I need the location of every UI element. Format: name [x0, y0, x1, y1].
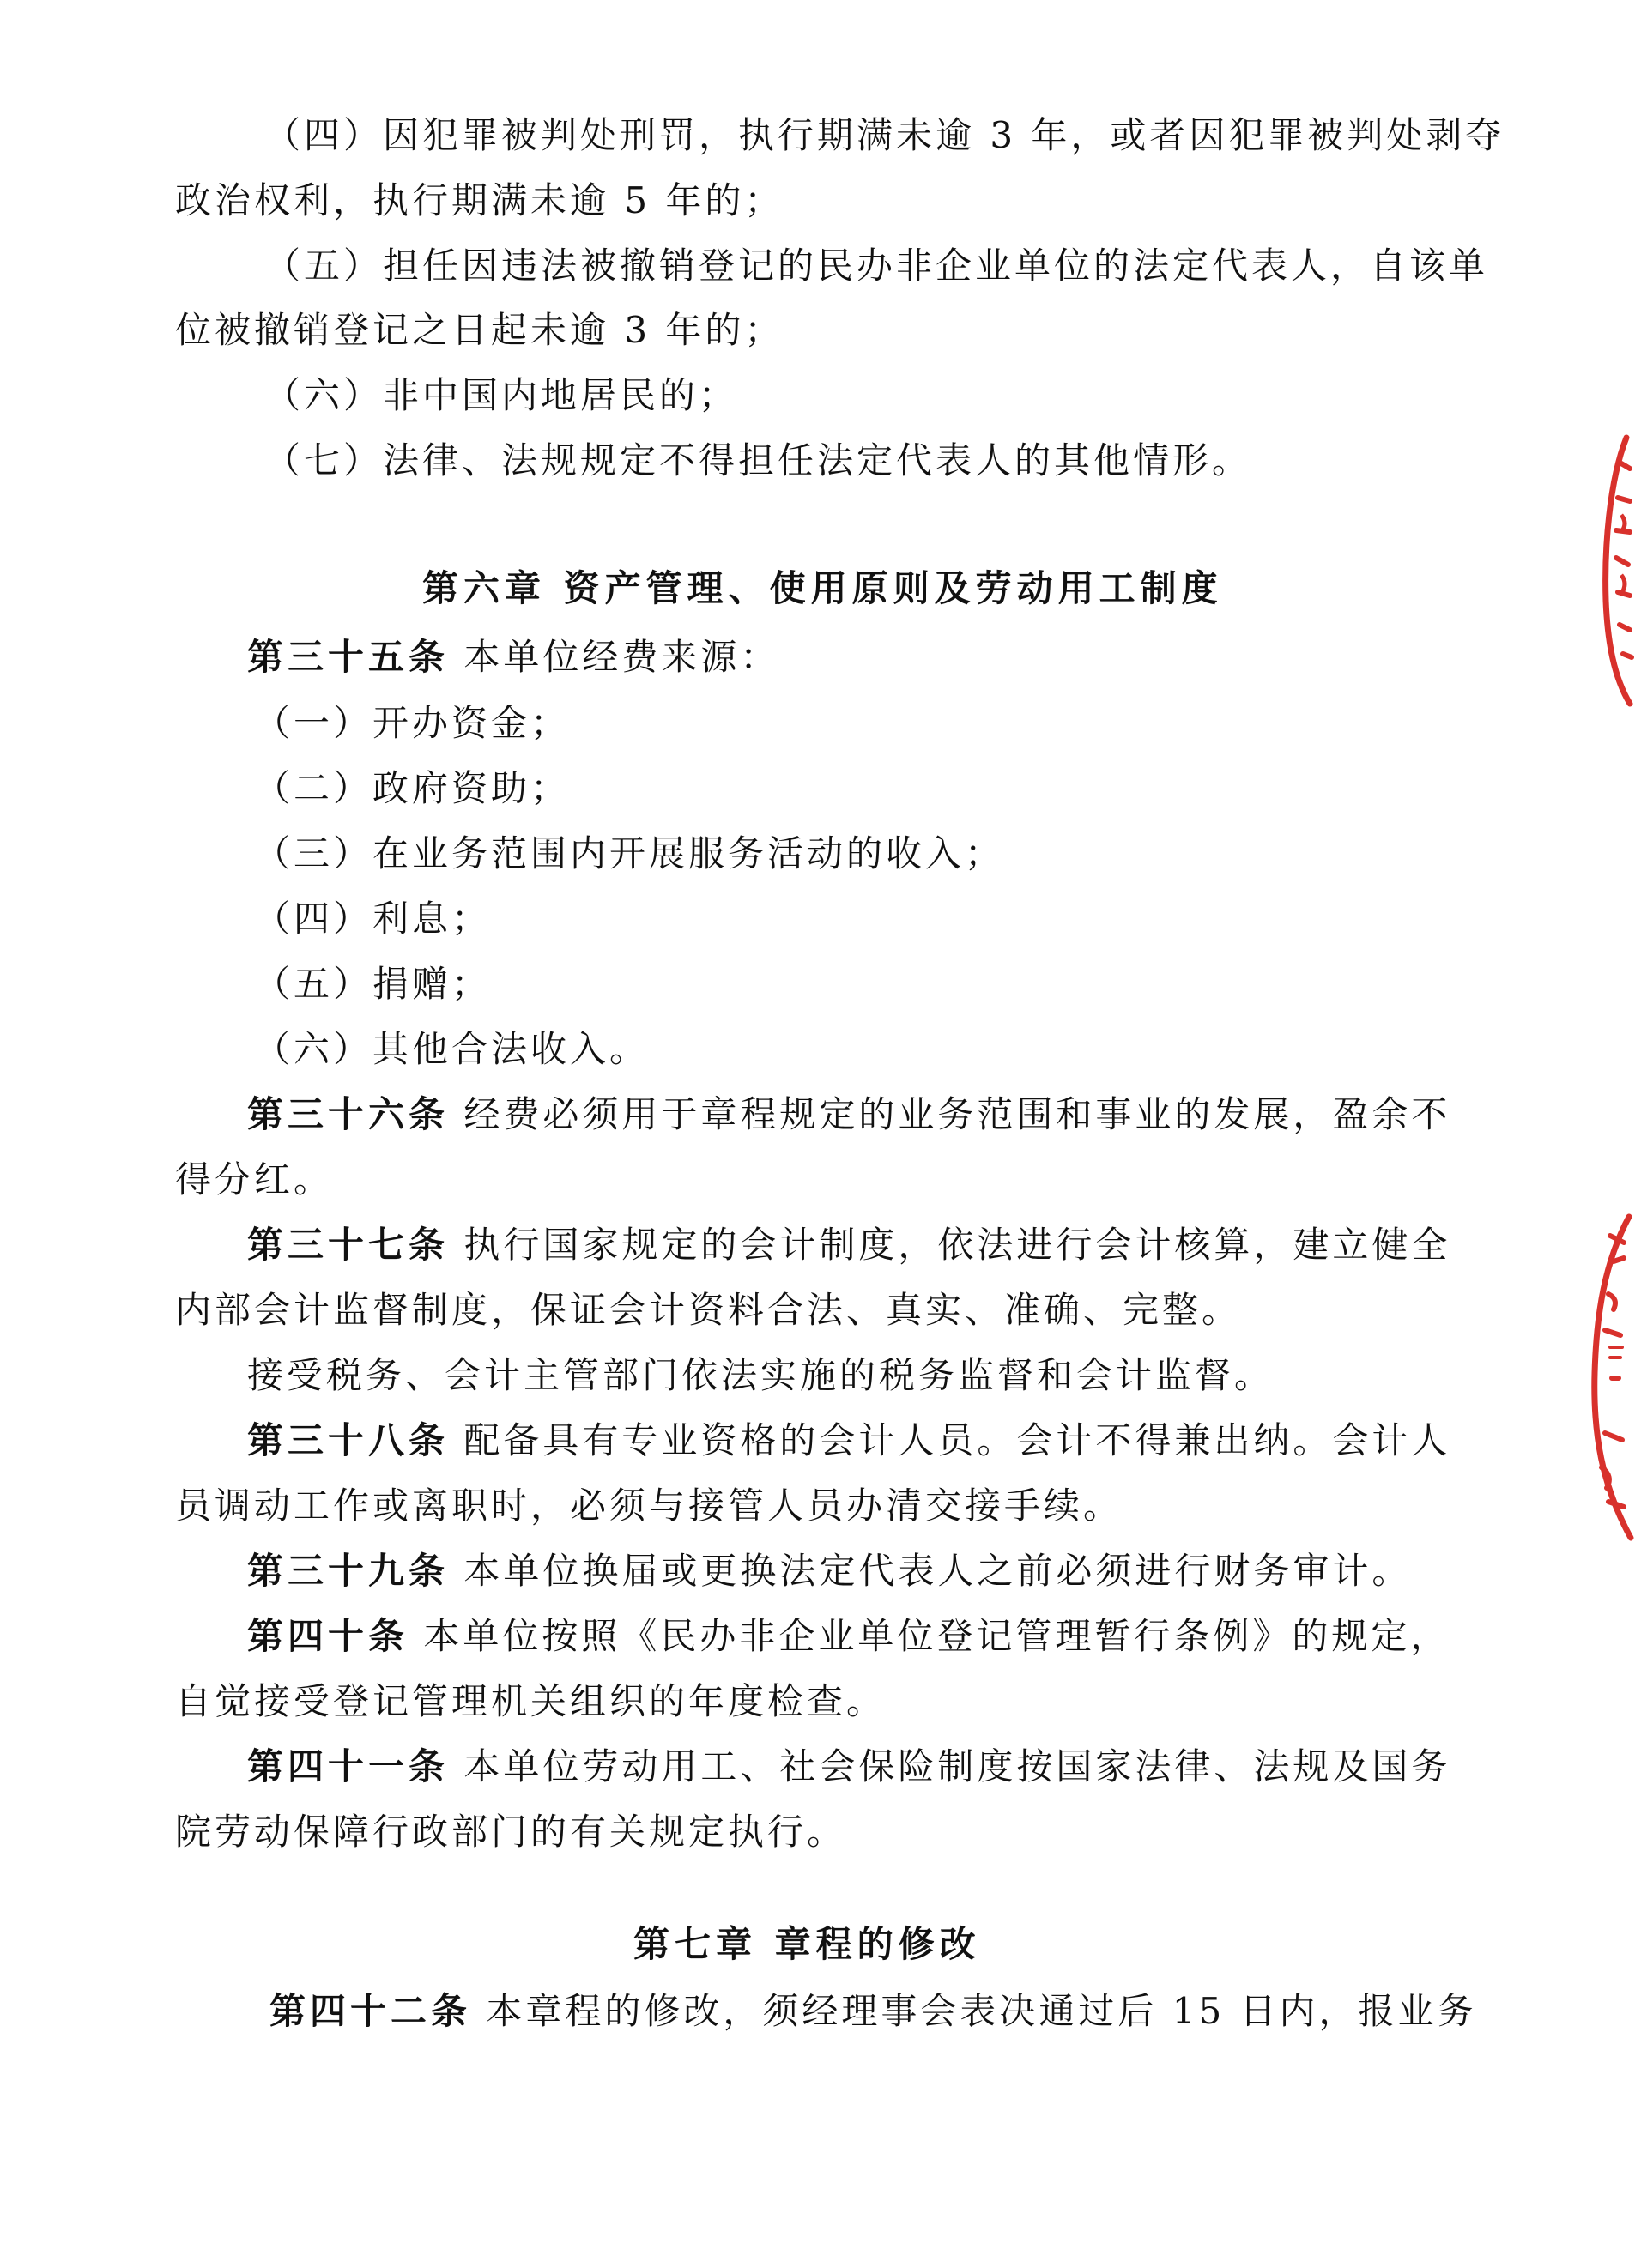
article-36-text: 经费必须用于章程规定的业务范围和事业的发展，盈余不 — [449, 1093, 1451, 1135]
article-40-text: 本单位按照《民办非企业单位登记管理暂行条例》的规定， — [409, 1615, 1450, 1657]
article-41-line-2: 院劳动保障行政部门的有关规定执行。 — [175, 1811, 847, 1853]
article-38-line-1 — [247, 1419, 1451, 1461]
article-37-label: 第三十七条 — [247, 1224, 450, 1266]
article-42 — [269, 1990, 1477, 2032]
source-item-6: （六）其他合法收入。 — [254, 1028, 650, 1070]
red-seal-fragment-top — [1592, 429, 1635, 712]
article-37-text: 执行国家规定的会计制度，依法进行会计核算，建立健全 — [449, 1224, 1451, 1266]
item-5-line-2: 位被撤销登记之日起未逾 3 年的； — [175, 309, 784, 351]
article-41-line-1 — [247, 1745, 1451, 1787]
article-37-line-2: 内部会计监督制度，保证会计资料合法、真实、准确、完整。 — [175, 1289, 1242, 1331]
source-item-1: （一）开办资金； — [254, 702, 571, 744]
article-42-text: 本章程的修改，须经理事会表决通过后 15 日内，报业务 — [471, 1990, 1477, 2032]
article-42-label: 第四十二条 — [269, 1990, 472, 2032]
article-36-line-1 — [247, 1093, 1451, 1135]
source-item-2: （二）政府资助； — [254, 767, 571, 809]
article-37-line-1 — [247, 1224, 1451, 1266]
article-41-label: 第四十一条 — [247, 1745, 450, 1787]
source-item-4: （四）利息； — [254, 898, 492, 940]
article-35 — [247, 636, 780, 678]
item-4-line-2: 政治权利，执行期满未逾 5 年的； — [175, 179, 784, 221]
article-36-line-2: 得分红。 — [175, 1158, 334, 1201]
article-38-line-2: 员调动工作或离职时，必须与接管人员办清交接手续。 — [175, 1485, 1123, 1527]
article-35-text: 本单位经费来源： — [449, 636, 780, 678]
article-40-line-1 — [247, 1615, 1450, 1657]
article-39-text: 本单位换届或更换法定代表人之前必须进行财务审计。 — [449, 1550, 1412, 1592]
article-40-label: 第四十条 — [247, 1615, 409, 1657]
source-item-3: （三）在业务范围内开展服务活动的收入； — [254, 832, 1005, 874]
article-37-line-3: 接受税务、会计主管部门依法实施的税务监督和会计监督。 — [247, 1354, 1275, 1396]
article-39-label: 第三十九条 — [247, 1550, 450, 1592]
article-39 — [247, 1550, 1412, 1592]
red-seal-fragment-bottom — [1579, 1210, 1635, 1545]
item-6: （六）非中国内地居民的； — [264, 374, 739, 416]
source-item-5: （五）捐赠； — [254, 963, 492, 1005]
article-38-text: 配备具有专业资格的会计人员。会计不得兼出纳。会计人 — [449, 1419, 1451, 1461]
item-5-line-1: （五）担任因违法被撤销登记的民办非企业单位的法定代表人，自该单 — [264, 245, 1489, 287]
article-35-label: 第三十五条 — [247, 636, 450, 678]
article-38-label: 第三十八条 — [247, 1419, 450, 1461]
item-7: （七）法律、法规规定不得担任法定代表人的其他情形。 — [264, 439, 1252, 481]
chapter-7-title: 第七章 章程的修改 — [633, 1923, 981, 1965]
article-41-text: 本单位劳动用工、社会保险制度按国家法律、法规及国务 — [449, 1745, 1451, 1787]
article-36-label: 第三十六条 — [247, 1093, 450, 1135]
item-4-line-1: （四）因犯罪被判处刑罚，执行期满未逾 3 年，或者因犯罪被判处剥夺 — [264, 114, 1505, 156]
article-40-line-2: 自觉接受登记管理机关组织的年度检查。 — [175, 1680, 887, 1722]
chapter-6-title: 第六章 资产管理、使用原则及劳动用工制度 — [422, 567, 1223, 609]
